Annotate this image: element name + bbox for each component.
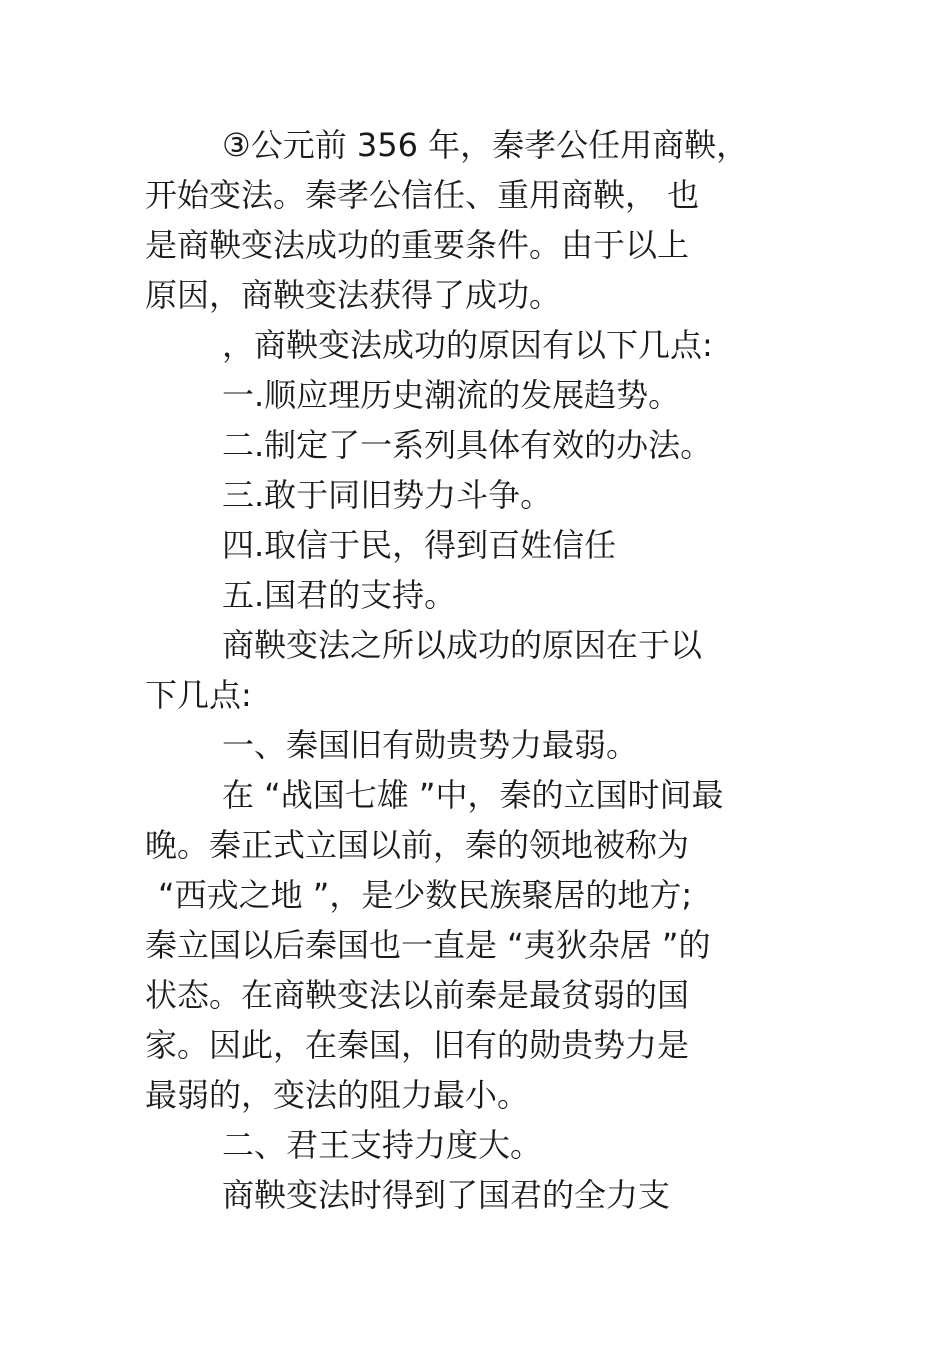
text-line: 三.敢于同旧势力斗争。 bbox=[222, 476, 553, 514]
text-line: 是商鞅变法成功的重要条件。由于以上 bbox=[145, 226, 690, 264]
text-line: 下几点: bbox=[145, 676, 252, 714]
text-line: 四.取信于民，得到百姓信任 bbox=[222, 526, 617, 564]
text-line: 原因，商鞅变法获得了成功。 bbox=[145, 276, 562, 314]
text-line: 一、秦国旧有勋贵势力最弱。 bbox=[222, 726, 639, 764]
text-line: 商鞅变法之所以成功的原因在于以 bbox=[222, 626, 703, 664]
text-line: ③公元前 356 年，秦孝公任用商鞅， bbox=[222, 126, 749, 164]
text-line: 开始变法。秦孝公信任、重用商鞅， 也 bbox=[145, 176, 700, 214]
text-line: 最弱的，变法的阻力最小。 bbox=[145, 1076, 530, 1114]
text-line: 秦立国以后秦国也一直是 “夷狄杂居 ”的 bbox=[145, 926, 711, 964]
text-line: 状态。在商鞅变法以前秦是最贫弱的国 bbox=[145, 976, 690, 1014]
text-line: 晚。秦正式立国以前，秦的领地被称为 bbox=[145, 826, 690, 864]
text-line: 二.制定了一系列具体有效的办法。 bbox=[222, 426, 713, 464]
text-line: 一.顺应理历史潮流的发展趋势。 bbox=[222, 376, 681, 414]
text-line: 商鞅变法时得到了国君的全力支 bbox=[222, 1176, 671, 1214]
text-line: 在 “战国七雄 ”中，秦的立国时间最 bbox=[222, 776, 724, 814]
text-line: ，商鞅变法成功的原因有以下几点: bbox=[222, 326, 713, 364]
text-line: 二、君王支持力度大。 bbox=[222, 1126, 543, 1164]
text-line: 家。因此，在秦国，旧有的勋贵势力是 bbox=[145, 1026, 690, 1064]
text-line: “西戎之地 ”，是少数民族聚居的地方; bbox=[158, 876, 693, 914]
text-line: 五.国君的支持。 bbox=[222, 576, 457, 614]
